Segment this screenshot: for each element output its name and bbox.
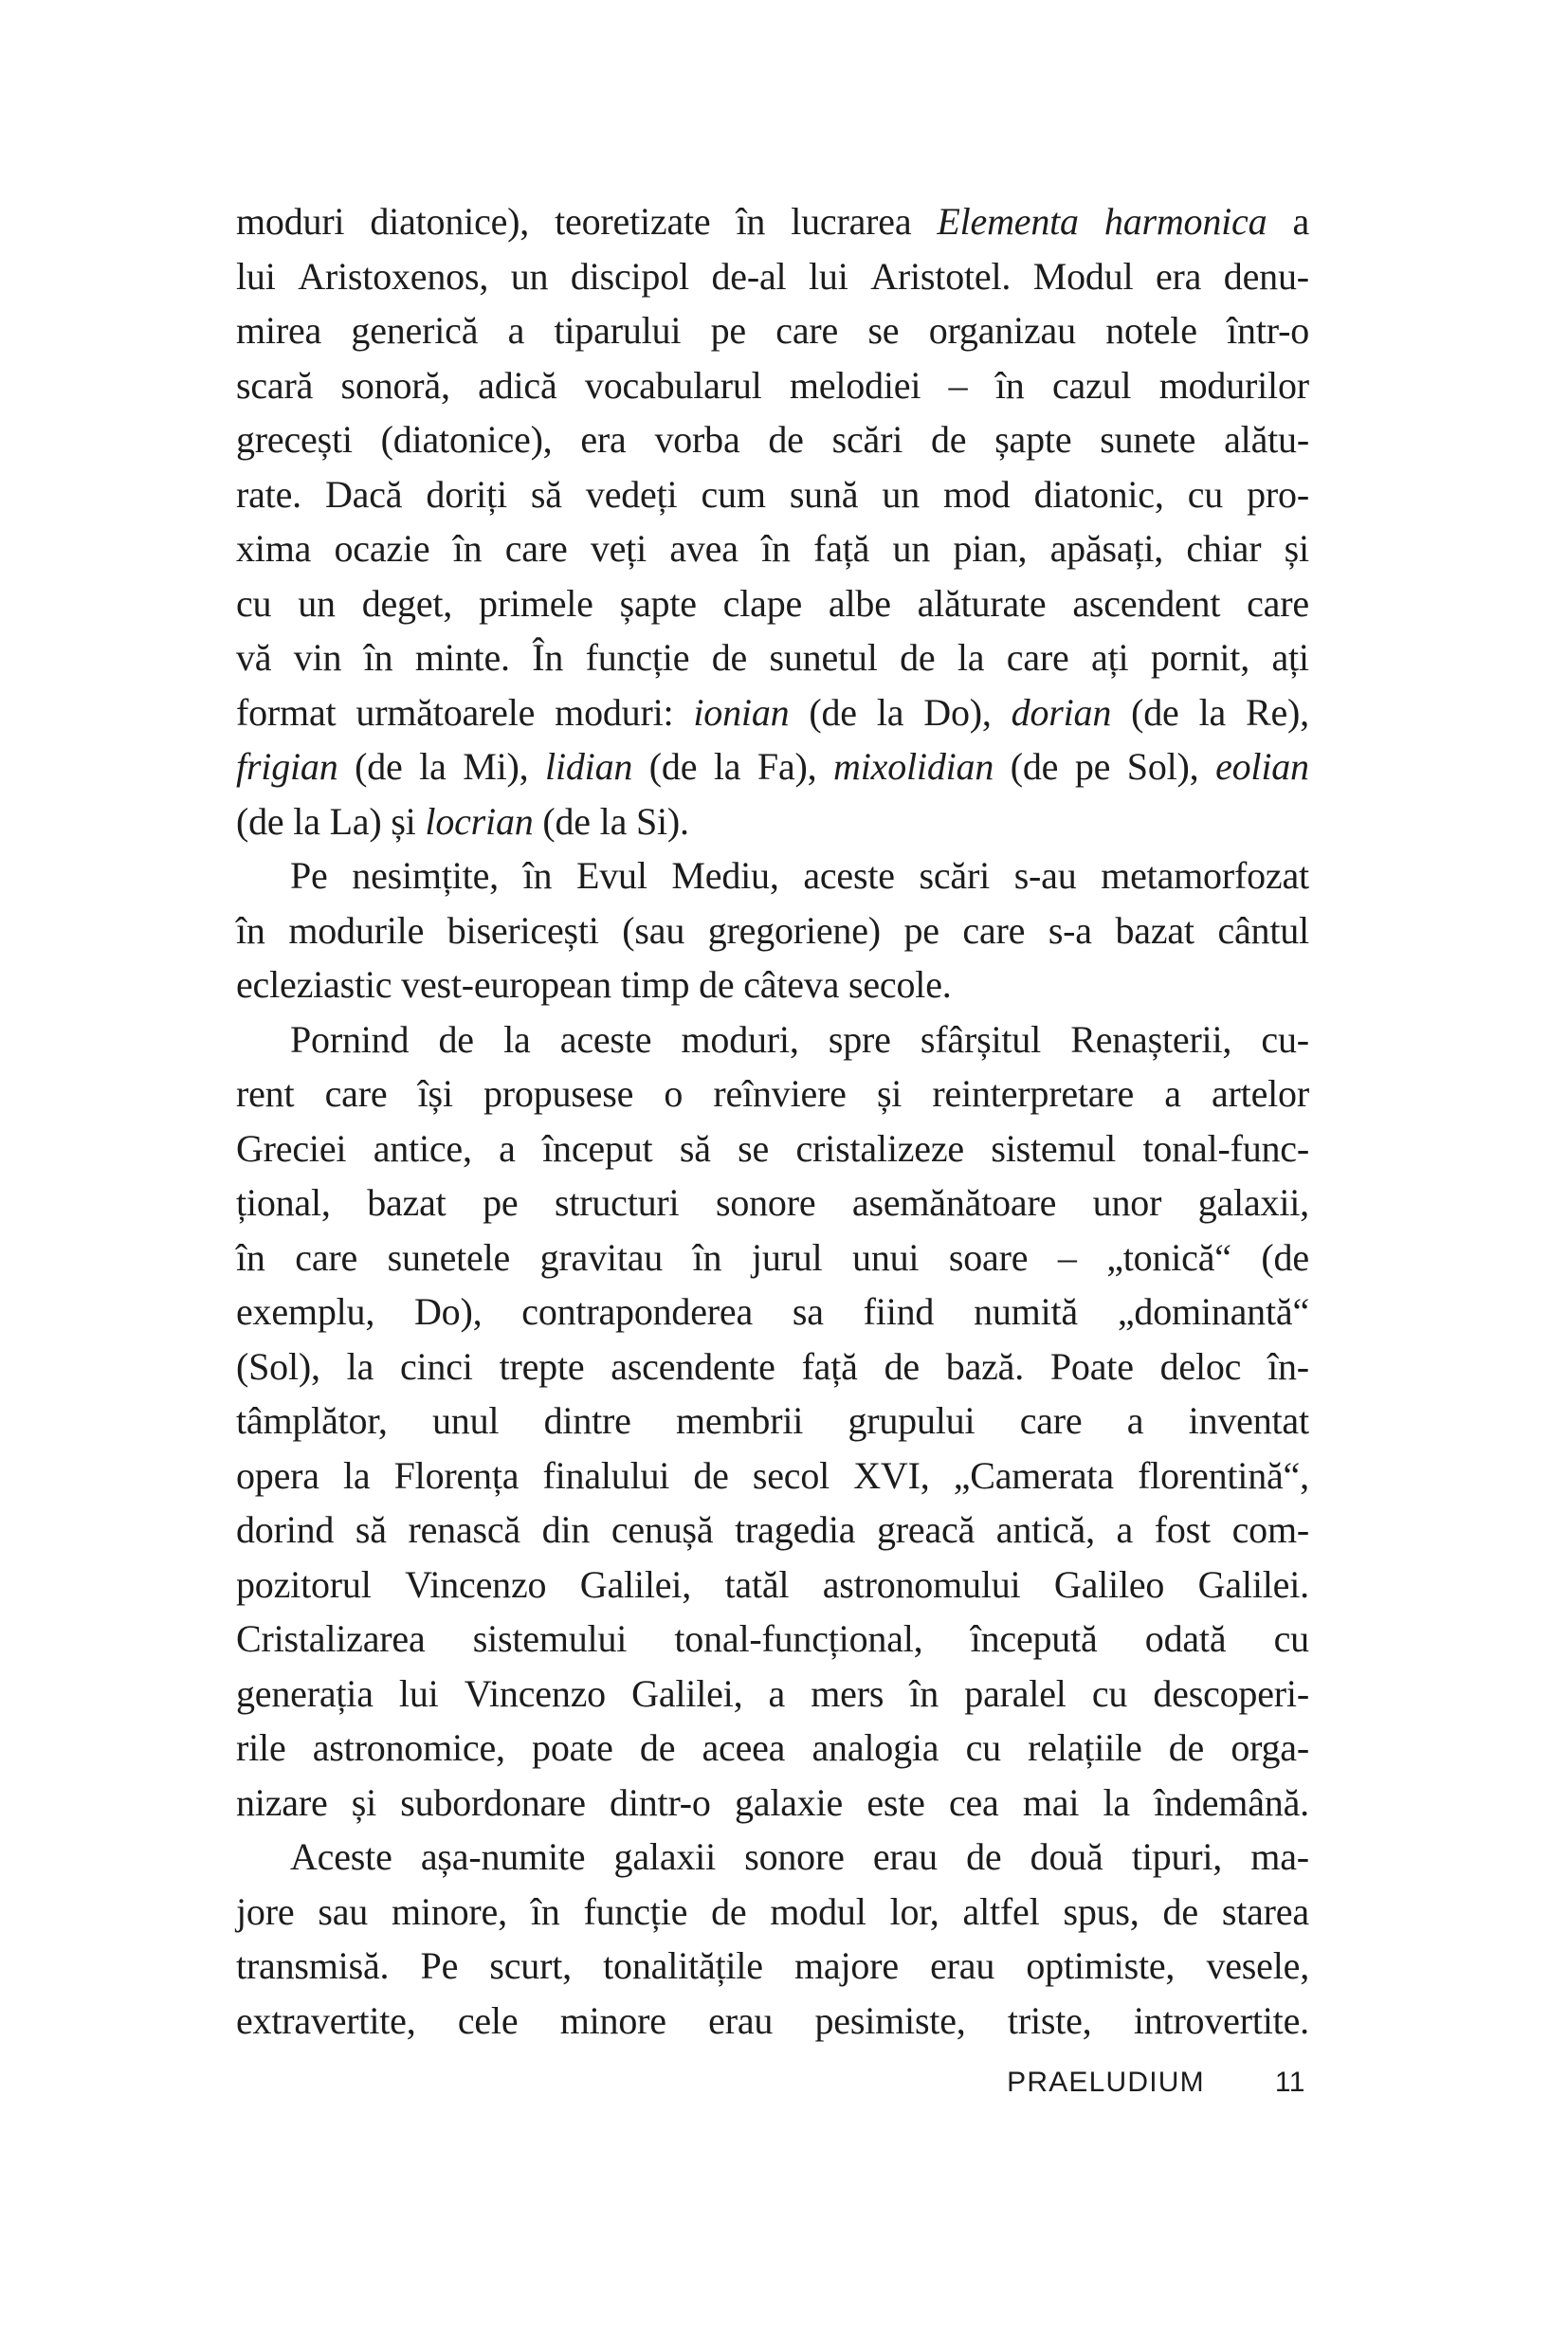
text-line: Pornind de la aceste moduri, spre sfârșitul Renașterii, cu- — [290, 1017, 1309, 1061]
text-line: rate. Dacă doriți să vedeți cum sună un mod diatonic, cu pro- — [236, 472, 1309, 516]
text-line: generația lui Vincenzo Galilei, a mers în paralel cu descoperi- — [236, 1671, 1309, 1715]
text-line: extravertite, cele minore erau pesimiste, triste, introvertite. — [236, 1998, 1309, 2042]
text-line: moduri diatonice), teoretizate în lucrarea Elementa harmonica a — [236, 200, 1309, 243]
text-line: rile astronomice, poate de aceea analogia cu relațiile de orga- — [236, 1726, 1309, 1769]
running-head: PRAELUDIUM — [1007, 2067, 1205, 2098]
text-line: pozitorul Vincenzo Galilei, tatăl astronomului Galileo Galilei. — [236, 1562, 1309, 1606]
text-line: transmisă. Pe scurt, tonalitățile majore erau optimiste, vesele, — [236, 1944, 1309, 1987]
text-line: în care sunetele gravitau în jurul unui soare – „tonică“ (de — [236, 1235, 1309, 1279]
text-line: vă vin în minte. În funcție de sunetul de la care ați pornit, ați — [236, 636, 1309, 679]
page-footer — [236, 2067, 1305, 2099]
text-line: Cristalizarea sistemului tonal-funcțional, începută odată cu — [236, 1617, 1309, 1660]
page-text — [236, 194, 1309, 2048]
text-line: în modurile bisericești (sau gregoriene) pe care s-a bazat cântul — [236, 908, 1309, 952]
text-line: exemplu, Do), contraponderea sa fiind numită „dominantă“ — [236, 1290, 1309, 1333]
text-line: jore sau minore, în funcție de modul lor, altfel spus, de starea — [236, 1889, 1309, 1933]
text-line: xima ocazie în care veți avea în față un pian, apăsați, chiar și — [236, 527, 1309, 570]
text-line: Greciei antice, a început să se cristalizeze sistemul tonal-func- — [236, 1126, 1309, 1170]
text-line: frigian (de la Mi), lidian (de la Fa), mixolidian (de pe Sol), eolian — [236, 745, 1309, 788]
text-line: (Sol), la cinci trepte ascendente față de bază. Poate deloc în- — [236, 1344, 1309, 1388]
text-line: opera la Florența finalului de secol XVI, „Camerata florentină“, — [236, 1453, 1309, 1497]
text-line: nizare și subordonare dintr-o galaxie este cea mai la îndemână. — [236, 1780, 1309, 1824]
text-line: lui Aristoxenos, un discipol de-al lui Aristotel. Modul era denu- — [236, 254, 1309, 298]
text-line: țional, bazat pe structuri sonore asemănătoare unor galaxii, — [236, 1181, 1309, 1224]
text-line: dorind să renască din cenușă tragedia greacă antică, a fost com- — [236, 1508, 1309, 1551]
text-line: mirea generică a tiparului pe care se organizau notele într-o — [236, 309, 1309, 352]
page-number: 11 — [1274, 2067, 1305, 2098]
text-line: scară sonoră, adică vocabularul melodiei – în cazul modurilor — [236, 363, 1309, 407]
text-line: rent care își propusese o reînviere și reinterpretare a artelor — [236, 1072, 1309, 1115]
text-line: Pe nesimțite, în Evul Mediu, aceste scări s-au metamorfozat — [290, 854, 1309, 897]
text-line: Aceste așa-numite galaxii sonore erau de două tipuri, ma- — [290, 1835, 1309, 1878]
text-line: grecești (diatonice), era vorba de scări de șapte sunete alătu- — [236, 418, 1309, 461]
text-line: ecleziastic vest-european timp de câteva secole. — [236, 963, 952, 1006]
text-line: (de la La) și locrian (de la Si). — [236, 799, 689, 843]
text-line: cu un deget, primele șapte clape albe alăturate ascendent care — [236, 581, 1309, 625]
text-line: tâmplător, unul dintre membrii grupului care a inventat — [236, 1399, 1309, 1442]
text-line: format următoarele moduri: ionian (de la Do), dorian (de la Re), — [236, 690, 1309, 734]
